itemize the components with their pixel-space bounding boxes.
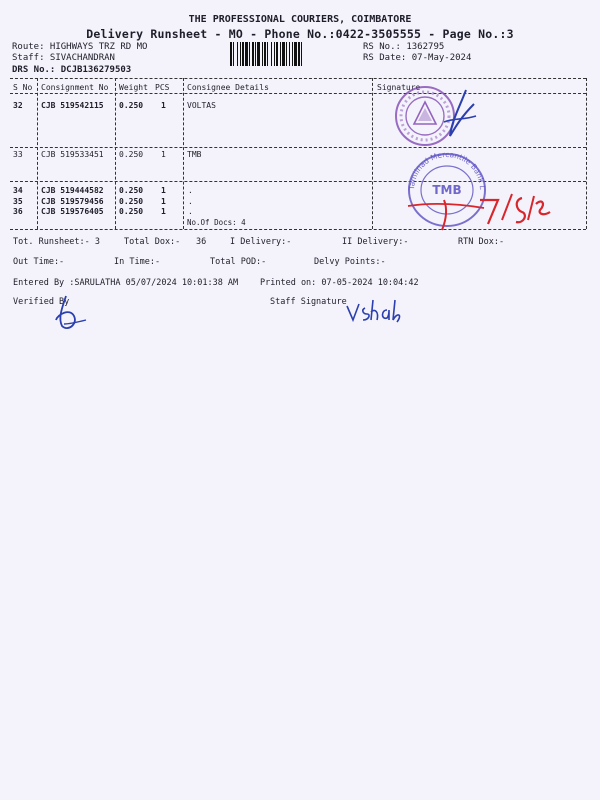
entered-by: Entered By :SARULATHA 05/07/2024 10:01:38 AM: [13, 278, 239, 288]
column-divider: [115, 78, 116, 229]
row-pcs: 1: [161, 101, 166, 110]
rs-number: RS No.: 1362795: [363, 42, 445, 52]
row-pcs: 1: [161, 207, 166, 216]
row-sno: 32: [13, 101, 23, 110]
rs-date: RS Date: 07-May-2024: [363, 53, 472, 63]
row-weight: 0.250: [119, 186, 144, 195]
row-weight: 0.250: [119, 207, 144, 216]
row-sno: 33: [13, 150, 23, 159]
row-weight: 0.250: [119, 101, 144, 110]
out-time: Out Time:-: [13, 257, 65, 267]
bank-stamp-text: Tamilnad Mercantile Bank Ltd: [399, 141, 488, 191]
row-sno: 35: [13, 197, 23, 206]
row-consignee: TMB: [187, 150, 202, 159]
row-sno: 36: [13, 207, 23, 216]
row-consignee: VOLTAS: [187, 101, 216, 110]
handwritten-date: [404, 190, 554, 235]
row-consignment: CJB 519533451: [41, 150, 104, 159]
route-text: Route: HIGHWAYS TRZ RD MO: [12, 42, 148, 52]
row-divider: [10, 181, 586, 182]
delivery-signature-scrawl: [440, 86, 480, 146]
printed-on: Printed on: 07-05-2024 10:04:42: [260, 278, 419, 288]
row-consignee: .: [188, 207, 193, 216]
staff-signature-scrawl: [345, 298, 405, 328]
row-divider: [10, 147, 586, 148]
bank-logo-text: TMB: [432, 183, 462, 197]
delvy-points: Delvy Points:-: [314, 257, 386, 267]
column-header-consignment: Consignment No: [41, 83, 109, 92]
row-consignee: .: [188, 197, 193, 206]
tot-runsheet: Tot. Runsheet:- 3: [13, 237, 100, 247]
staff-signature-label: Staff Signature: [270, 297, 347, 307]
total-dox-value: 36: [196, 237, 207, 247]
row-pcs: 1: [161, 150, 166, 159]
row-weight: 0.250: [119, 197, 144, 206]
company-name: THE PROFESSIONAL COURIERS, COIMBATORE: [188, 14, 412, 25]
row-pcs: 1: [161, 197, 166, 206]
column-header-pcs: PCS: [155, 83, 170, 92]
ii-delivery: II Delivery:-: [342, 237, 409, 247]
in-time: In Time:-: [114, 257, 161, 267]
row-sno: 34: [13, 186, 23, 195]
column-divider: [37, 78, 38, 229]
row-consignment: CJB 519576405: [41, 207, 104, 216]
staff-text: Staff: SIVACHANDRAN: [12, 53, 115, 63]
verified-by-signature: [52, 294, 92, 334]
row-consignment: CJB 519542115: [41, 101, 104, 110]
total-pod: Total POD:-: [210, 257, 267, 267]
barcode-bar: [302, 42, 304, 66]
column-divider: [372, 78, 373, 229]
verified-by: Verified By: [13, 297, 70, 307]
column-header-weight: Weight: [119, 83, 148, 92]
row-consignment: CJB 519579456: [41, 197, 104, 206]
no-of-docs: No.Of Docs: 4: [187, 218, 246, 227]
row-pcs: 1: [161, 186, 166, 195]
column-header-consignee: Consignee Details: [187, 83, 269, 92]
runsheet-title: Delivery Runsheet - MO - Phone No.:0422-3505555 - Page No.:3: [86, 27, 514, 41]
drs-number: DRS No.: DCJB136279503: [12, 65, 132, 75]
column-header-signature: Signature: [377, 83, 421, 92]
table-header-rule: [10, 93, 586, 94]
row-consignee: .: [188, 186, 193, 195]
column-divider: [183, 78, 184, 229]
total-dox-label: Total Dox:-: [124, 237, 181, 247]
barcode-image: [230, 42, 354, 66]
row-consignment: CJB 519444582: [41, 186, 104, 195]
table-top-rule: [10, 78, 586, 79]
column-header-sno: S No: [13, 83, 33, 92]
column-divider: [586, 78, 587, 229]
i-delivery: I Delivery:-: [230, 237, 292, 247]
rtn-dox: RTN Dox:-: [458, 237, 505, 247]
row-weight: 0.250: [119, 150, 144, 159]
